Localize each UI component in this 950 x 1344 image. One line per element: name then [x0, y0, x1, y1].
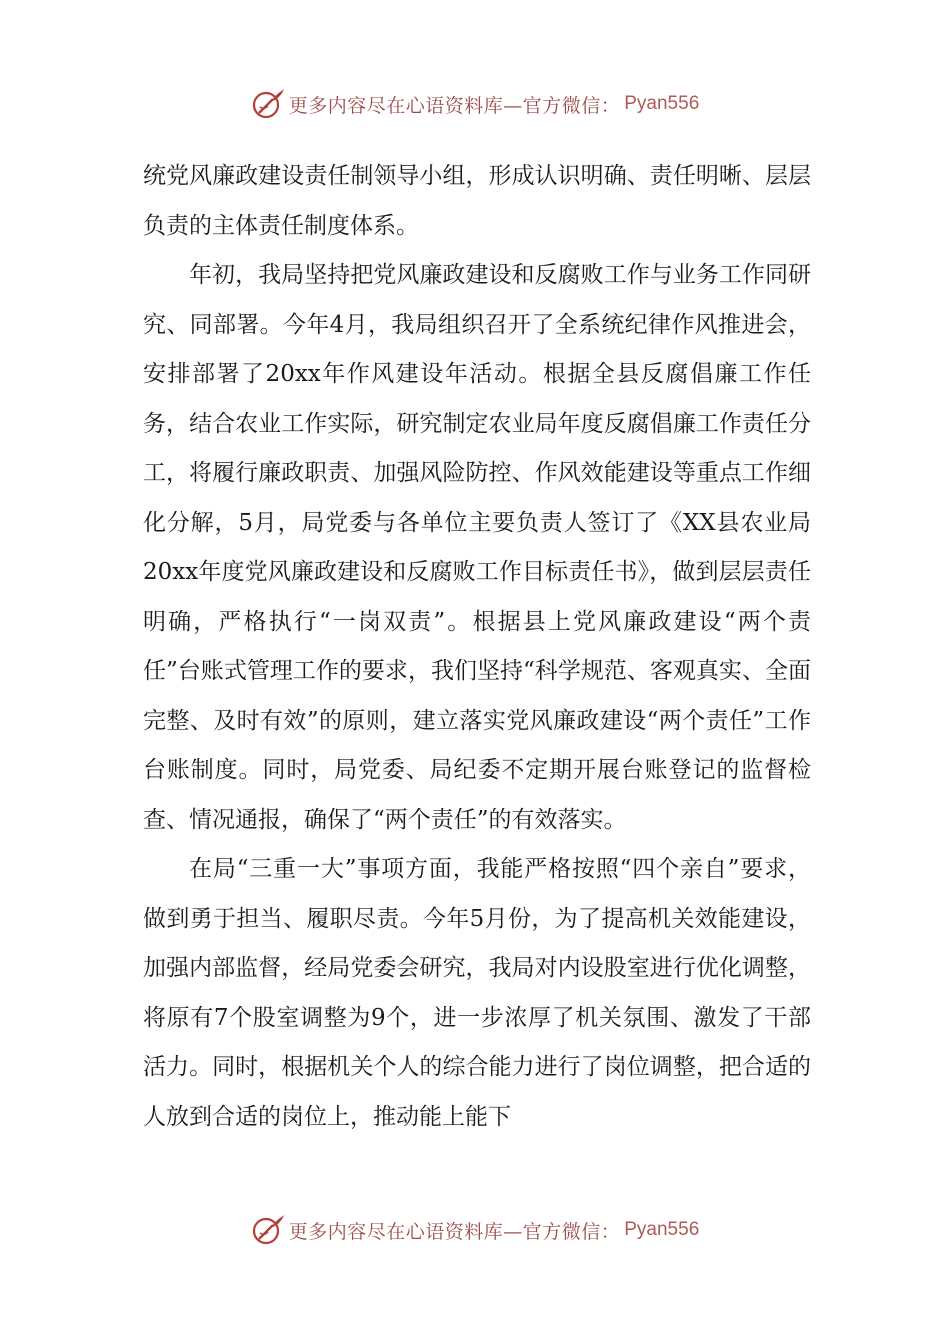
watermark-text: 更多内容尽在心语资料库—官方微信：: [288, 1220, 621, 1243]
watermark-wechat-id: Pyan556: [624, 1219, 700, 1240]
footer-watermark: [0, 1210, 950, 1250]
watermark-wechat-id: Pyan556: [624, 93, 700, 114]
paragraph: 年初，我局坚持把党风廉政建设和反腐败工作与业务工作同研究、同部署。今年4月，我局组织召开了全系统纪律作风推进会，安排部署了20xx年作风建设年活动。根据全县反腐倡廉工作任务，结合农业工作实际，研究制定农业局年度反腐倡廉工作责任分工，将履行廉政职责、加强风险防控、作风效能建设等重点工作细化分解，5月，局党委与各单位主要负责人签订了《XX县农业局20xx年度党风廉政建设和反腐败工作目标责任书》，做到层层责任明确，严格执行“一岗双责”。根据县上党风廉政建设“两个责任”台账式管理工作的要求，我们坚持“科学规范、客观真实、全面完整、及时有效”的原则，建立落实党风廉政建设“两个责任”工作台账制度。同时，局党委、局纪委不定期开展台账登记的监督检查、情况通报，确保了“两个责任”的有效落实。: [143, 262, 811, 833]
document-body: [143, 152, 811, 1142]
paragraph: 在局“三重一大”事项方面，我能严格按照“四个亲自”要求，做到勇于担当、履职尽责。今年5月份，为了提高机关效能建设，加强内部监督，经局党委会研究，我局对内设股室进行优化调整，将原有7个股室调整为9个，进一步浓厚了机关氛围、激发了干部活力。同时，根据机关个人的综合能力进行了岗位调整，把合适的人放到合适的岗位上，推动能上能下: [143, 856, 811, 1130]
watermark-text: 更多内容尽在心语资料库—官方微信：: [288, 94, 621, 117]
quill-logo-icon: [251, 87, 285, 121]
quill-logo-icon: [251, 1213, 285, 1247]
header-watermark: [0, 84, 950, 124]
paragraph: 统党风廉政建设责任制领导小组，形成认识明确、责任明晰、层层负责的主体责任制度体系。: [143, 163, 811, 239]
